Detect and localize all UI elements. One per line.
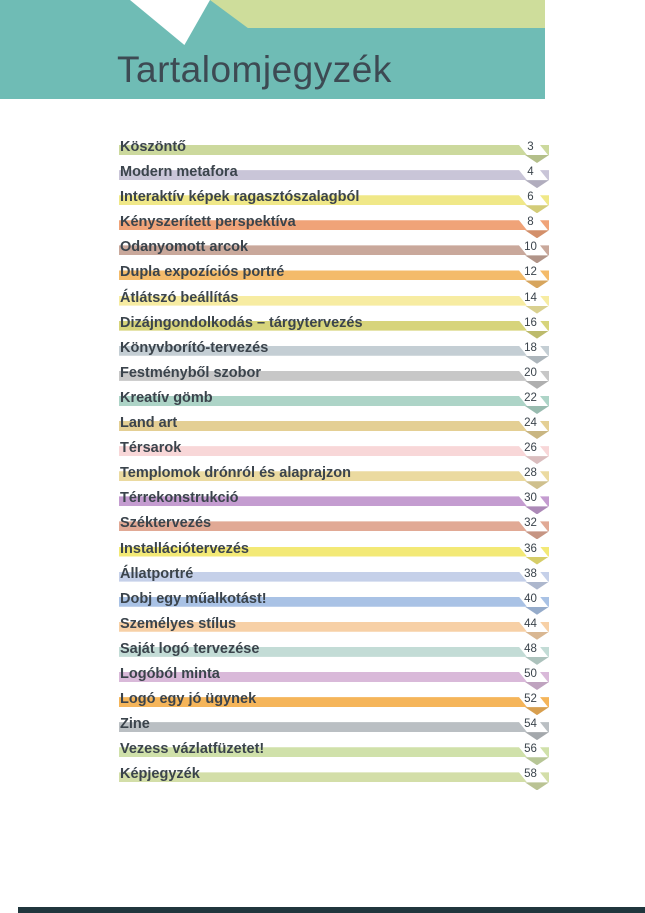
toc-entry	[119, 236, 549, 261]
toc-entry-label: Dizájngondolkodás – tárgytervezés	[120, 314, 363, 331]
toc-entry-page-number: 52	[524, 693, 537, 706]
toc-entry	[119, 563, 549, 588]
toc-entry-page-number: 24	[524, 417, 537, 430]
toc-entry-bar-end	[540, 145, 549, 155]
header-green-accent-band	[210, 0, 545, 28]
toc-entry-bar-end	[540, 195, 549, 205]
toc-entry-page-number: 54	[524, 718, 537, 731]
toc-entry-label: Köszöntő	[120, 139, 187, 155]
toc-entry-bar-end	[540, 672, 549, 682]
toc-entry-bar	[119, 722, 527, 732]
toc-entry-label: Saját logó tervezése	[120, 640, 260, 657]
toc-entry	[119, 287, 549, 312]
toc-entry-page-number: 28	[524, 467, 537, 480]
toc-entry	[119, 387, 549, 412]
toc-entry	[119, 136, 549, 161]
toc-entry-bar-end	[540, 270, 549, 280]
toc-entry-label: Könyvborító-tervezés	[120, 339, 269, 356]
toc-entry-label: Kényszerített perspektíva	[120, 214, 296, 231]
toc-entry	[119, 512, 549, 537]
toc-entry-label: Logóból minta	[120, 665, 220, 682]
toc-entry-bar-end	[540, 622, 549, 632]
toc-entry-bar-end	[540, 346, 549, 356]
toc-entry-label: Térsarok	[120, 440, 182, 457]
toc-entry	[119, 738, 549, 763]
page-title: Tartalomjegyzék	[117, 49, 392, 90]
toc-entry-label: Állatportré	[120, 565, 194, 582]
toc-entry-bar-end	[540, 220, 549, 230]
toc-entry	[119, 312, 549, 337]
toc-list	[119, 136, 549, 788]
toc-entry-label: Vezess vázlatfüzetet!	[120, 741, 265, 758]
toc-entry-page-number: 4	[527, 166, 534, 179]
toc-entry-bar-end	[540, 747, 549, 757]
toc-entry-bar-end	[540, 396, 549, 406]
toc-entry-page-number: 3	[527, 141, 534, 153]
toc-entry-label: Kreatív gömb	[120, 389, 213, 406]
toc-entry	[119, 437, 549, 462]
toc-entry-page-number: 18	[524, 341, 537, 354]
toc-entry	[119, 462, 549, 487]
toc-entry-label: Installációtervezés	[120, 540, 249, 557]
toc-entry-label: Zine	[120, 716, 150, 733]
toc-entry-page-number: 12	[524, 266, 537, 279]
toc-entry-bar-end	[540, 597, 549, 607]
toc-entry-label: Templomok drónról és alaprajzon	[120, 465, 351, 482]
footer-rule	[18, 907, 645, 913]
toc-entry	[119, 161, 549, 186]
toc-entry	[119, 538, 549, 563]
toc-entry-label: Modern metafora	[120, 164, 238, 181]
toc-entry	[119, 613, 549, 638]
toc-entry	[119, 663, 549, 688]
toc-entry-bar-end	[540, 421, 549, 431]
toc-entry	[119, 362, 549, 387]
toc-entry-page-number: 36	[524, 542, 537, 555]
toc-entry-bar-end	[540, 647, 549, 657]
toc-entry-page-number: 50	[524, 667, 537, 680]
toc-entry-bar-end	[540, 572, 549, 582]
toc-entry-page-number: 58	[524, 768, 537, 781]
toc-entry-label: Festményből szobor	[120, 364, 261, 381]
toc-entry-page-number: 32	[524, 517, 537, 530]
toc-entry-bar-end	[540, 697, 549, 707]
toc-entry-page-number: 56	[524, 743, 537, 756]
toc-entry-bar-end	[540, 245, 549, 255]
toc-entry	[119, 412, 549, 437]
toc-entry-bar-end	[540, 371, 549, 381]
toc-entry-page-number: 16	[524, 316, 537, 329]
toc-entry-page-number: 14	[524, 291, 537, 304]
toc-entry-label: Képjegyzék	[120, 766, 200, 783]
toc-entry-label: Térrekonstrukció	[120, 490, 239, 507]
toc-entry-bar-end	[540, 722, 549, 732]
toc-entry-ribbon-tail	[525, 782, 549, 790]
toc-entry-bar-end	[540, 446, 549, 456]
toc-entry	[119, 588, 549, 613]
toc-entry-bar-end	[540, 547, 549, 557]
toc-entry-bar-end	[540, 521, 549, 531]
toc-entry-label: Széktervezés	[120, 515, 212, 532]
toc-entry-page-number: 40	[524, 592, 537, 605]
toc-entry	[119, 688, 549, 713]
toc-entry-page-number: 10	[524, 241, 537, 254]
toc-entry-label: Személyes stílus	[120, 615, 237, 632]
toc-entry	[119, 763, 549, 788]
toc-entry-bar-end	[540, 321, 549, 331]
toc-entry-label: Átlátszó beállítás	[120, 289, 239, 306]
toc-entry-bar-end	[540, 772, 549, 782]
toc-entry-page-number: 22	[524, 391, 537, 404]
page-header	[0, 0, 645, 99]
toc-entry	[119, 713, 549, 738]
toc-entry-page-number: 20	[524, 366, 537, 379]
toc-entry	[119, 337, 549, 362]
toc-entry-bar-end	[540, 170, 549, 180]
toc-entry-label: Land art	[120, 415, 178, 432]
toc-entry-page-number: 44	[524, 617, 537, 630]
toc-entry-bar-end	[540, 296, 549, 306]
toc-entry-page-number: 26	[524, 442, 537, 455]
toc-entry	[119, 211, 549, 236]
toc-entry-page-number: 6	[527, 191, 534, 204]
toc-entry-label: Dupla expozíciós portré	[120, 264, 285, 281]
toc-entry	[119, 261, 549, 286]
toc-entry-page-number: 38	[524, 567, 537, 580]
toc-entry-page-number: 48	[524, 642, 537, 655]
toc-entry-label: Interaktív képek ragasztószalagból	[120, 189, 360, 206]
toc-entry	[119, 638, 549, 663]
toc-entry-bar-end	[540, 496, 549, 506]
toc-entry	[119, 487, 549, 512]
toc-entry	[119, 186, 549, 211]
toc-entry-bar-end	[540, 471, 549, 481]
toc-entry-page-number: 30	[524, 492, 537, 505]
toc-entry-page-number: 8	[527, 216, 534, 229]
toc-entry-label: Odanyomott arcok	[120, 239, 249, 256]
toc-entry-label: Logó egy jó ügynek	[120, 691, 257, 708]
toc-entry-bar	[119, 421, 527, 431]
toc-entry-label: Dobj egy műalkotást!	[120, 590, 267, 607]
